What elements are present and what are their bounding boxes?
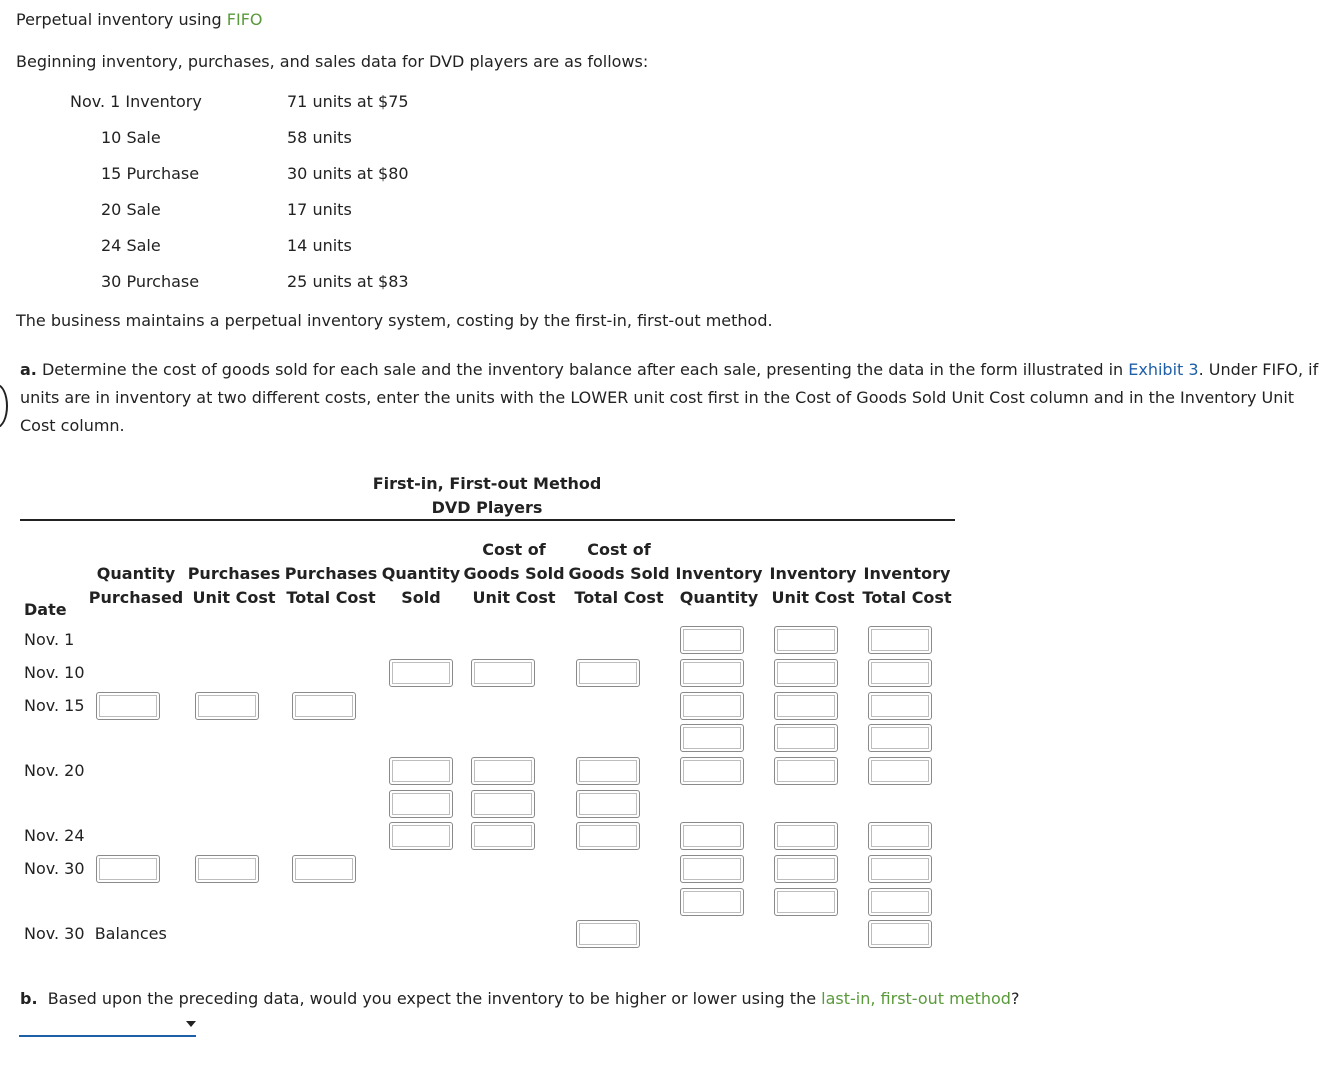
system-note: The business maintains a perpetual inventory system, costing by the first-in, first-out method. [16,311,773,330]
exhibit-3-link[interactable]: Exhibit 3 [1128,360,1199,379]
cogs-unit-cost-input[interactable] [471,822,535,850]
transaction-detail: 71 units at $75 [287,92,409,111]
inventory-total-cost-input[interactable] [868,692,932,720]
purchases-unit-cost-input[interactable] [195,692,259,720]
inventory-unit-cost-input[interactable] [774,626,838,654]
table-subtitle: DVD Players [431,498,543,517]
header-inventory-unit-cost: Inventory Unit Cost [769,564,857,607]
cogs-unit-cost-input[interactable] [471,790,535,818]
transaction-detail: 30 units at $80 [287,164,409,183]
balance-cogs-total-input[interactable] [576,920,640,948]
part-a-line1: a. Determine the cost of goods sold for each sale and the inventory balance after each sale, presenting the data in the form illustrated in Exhibit 3. Under FIFO, if [20,360,1319,379]
inventory-total-cost-input[interactable] [868,626,932,654]
inventory-total-cost-input[interactable] [868,822,932,850]
inventory-quantity-input[interactable] [680,888,744,916]
inventory-unit-cost-input[interactable] [774,888,838,916]
cogs-total-cost-input[interactable] [576,659,640,687]
transaction-label: 24 Sale [101,236,161,255]
inventory-total-cost-input[interactable] [868,724,932,752]
intro-text: Beginning inventory, purchases, and sales data for DVD players are as follows: [16,52,649,71]
higher-lower-dropdown[interactable] [19,1017,196,1037]
inventory-quantity-input[interactable] [680,855,744,883]
row-date: Nov. 24 [24,826,85,845]
inventory-quantity-input[interactable] [680,757,744,785]
transaction-label: 20 Sale [101,200,161,219]
table-title: First-in, First-out Method [372,474,602,493]
row-date: Nov. 20 [24,761,85,780]
quantity-purchased-input[interactable] [96,692,160,720]
transaction-detail: 14 units [287,236,352,255]
row-date: Nov. 10 [24,663,85,682]
transaction-detail: 58 units [287,128,352,147]
row-date: Nov. 15 [24,696,85,715]
header-inventory-total-cost: Inventory Total Cost [862,564,952,607]
header-purchases-unit-cost: Purchases Unit Cost [187,564,281,607]
purchases-unit-cost-input[interactable] [195,855,259,883]
inventory-total-cost-input[interactable] [868,888,932,916]
inventory-total-cost-input[interactable] [868,757,932,785]
inventory-total-cost-input[interactable] [868,659,932,687]
inventory-quantity-input[interactable] [680,626,744,654]
transaction-label: 30 Purchase [101,272,200,291]
inventory-quantity-input[interactable] [680,724,744,752]
transaction-detail: 17 units [287,200,352,219]
quantity-sold-input[interactable] [389,790,453,818]
part-a-line3: Cost column. [20,416,125,435]
inventory-unit-cost-input[interactable] [774,724,838,752]
balance-inventory-total-input[interactable] [868,920,932,948]
inventory-unit-cost-input[interactable] [774,659,838,687]
inventory-unit-cost-input[interactable] [774,855,838,883]
row-date: Nov. 1 [24,630,75,649]
lifo-method-link[interactable]: last-in, first-out method [821,989,1011,1008]
row-date: Nov. 30 [24,859,85,878]
balances-label: Nov. 30 Balances [24,924,167,943]
inventory-unit-cost-input[interactable] [774,692,838,720]
quantity-sold-input[interactable] [389,659,453,687]
quantity-sold-input[interactable] [389,757,453,785]
header-cogs-total-cost: Cost of Goods Sold Total Cost [568,540,670,607]
header-inventory-quantity: Inventory Quantity [675,564,763,607]
purchases-total-cost-input[interactable] [292,855,356,883]
page-title: Perpetual inventory using FIFO [16,10,263,29]
inventory-quantity-input[interactable] [680,822,744,850]
header-purchases-total-cost: Purchases Total Cost [284,564,378,607]
cogs-total-cost-input[interactable] [576,757,640,785]
transaction-label: 15 Purchase [101,164,200,183]
inventory-quantity-input[interactable] [680,692,744,720]
dropdown-arrow-icon [186,1021,196,1027]
transaction-label: 10 Sale [101,128,161,147]
table-title-divider [20,519,955,521]
cogs-unit-cost-input[interactable] [471,757,535,785]
transaction-detail: 25 units at $83 [287,272,409,291]
part-a-line2: units are in inventory at two different costs, enter the units with the LOWER unit cost first in the Cost of Goods Sold Unit Cost column and in the Inventory Unit [20,388,1295,407]
transaction-label: Nov. 1 Inventory [70,92,202,111]
fifo-link[interactable]: FIFO [226,10,263,29]
header-date: Date [24,600,67,619]
cogs-unit-cost-input[interactable] [471,659,535,687]
cogs-total-cost-input[interactable] [576,822,640,850]
header-quantity-purchased: Quantity Purchased [88,564,184,607]
quantity-sold-input[interactable] [389,822,453,850]
inventory-unit-cost-input[interactable] [774,757,838,785]
quantity-purchased-input[interactable] [96,855,160,883]
inventory-total-cost-input[interactable] [868,855,932,883]
purchases-total-cost-input[interactable] [292,692,356,720]
inventory-unit-cost-input[interactable] [774,822,838,850]
cogs-total-cost-input[interactable] [576,790,640,818]
side-indicator [0,384,8,428]
inventory-quantity-input[interactable] [680,659,744,687]
part-b-question: b. Based upon the preceding data, would you expect the inventory to be higher or lower using the last-in, first-out method? [20,989,1020,1008]
header-quantity-sold: Quantity Sold [381,564,461,607]
header-cogs-unit-cost: Cost of Goods Sold Unit Cost [463,540,565,607]
